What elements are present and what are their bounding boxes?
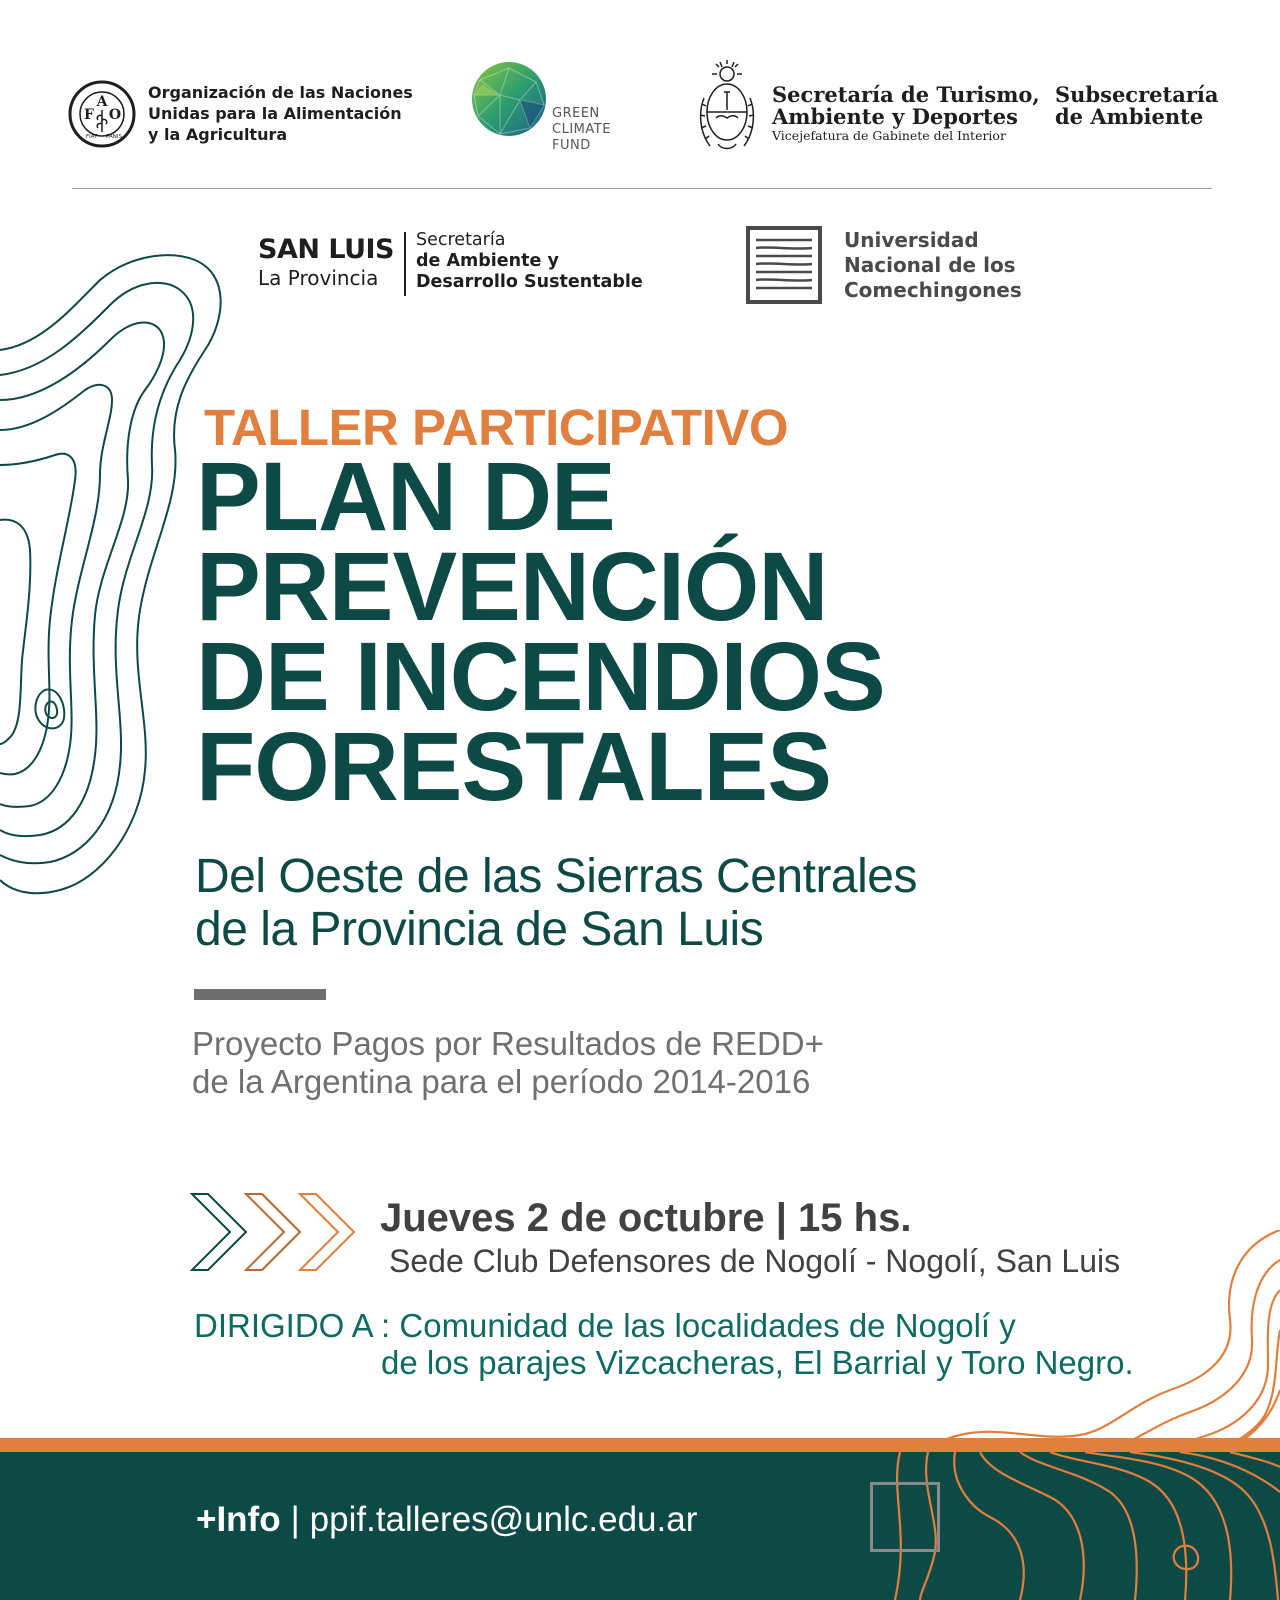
san-luis-name: SAN LUIS <box>258 234 394 265</box>
green-globe-icon <box>470 60 548 138</box>
event-title <box>196 442 885 821</box>
contact-email-link[interactable]: ppif.talleres@unlc.edu.ar <box>309 1500 698 1539</box>
header-divider <box>72 188 1212 189</box>
event-venue: Sede Club Defensores de Nogolí - Nogolí, San Luis <box>389 1243 1121 1279</box>
event-kicker: TALLER PARTICIPATIVO <box>204 399 789 456</box>
gcf-name-line: CLIMATE <box>552 122 611 137</box>
fao-name-line: Unidas para la Alimentación <box>148 104 402 123</box>
footer-accent-bar <box>0 1438 1280 1452</box>
unlc-name-line: Nacional de los <box>844 253 1016 277</box>
svg-text:O: O <box>108 107 122 123</box>
subsecretaria-line1: Subsecretaría <box>1055 82 1219 107</box>
footer-contour-decoration <box>880 1452 1280 1600</box>
svg-text:F: F <box>84 107 94 123</box>
event-title-line: FORESTALES <box>196 712 831 821</box>
subsecretaria-ambiente <box>1055 84 1218 128</box>
san-luis-divider <box>404 232 406 296</box>
triple-chevron-right-icon <box>190 1190 358 1274</box>
unlc-name-line: Comechingones <box>844 278 1022 302</box>
event-subtitle-line: de la Provincia de San Luis <box>195 903 764 956</box>
footer-info <box>196 1500 697 1540</box>
audience-line1: DIRIGIDO A : Comunidad de las localidades de Nogolí y <box>194 1307 1016 1344</box>
gcf-name <box>552 106 611 154</box>
project-line: Proyecto Pagos por Resultados de REDD+ <box>192 1025 824 1062</box>
san-luis-province: La Provincia <box>258 266 379 290</box>
subsecretaria-line2: de Ambiente <box>1055 104 1204 129</box>
secretaria-turismo-line3: Vicejefatura de Gabinete del Interior <box>772 128 1006 143</box>
footer-square-decoration <box>870 1482 940 1552</box>
event-date: Jueves 2 de octubre | 15 hs. <box>380 1196 912 1240</box>
section-divider <box>194 989 326 1000</box>
project-description <box>192 1025 824 1101</box>
event-title-line: PREVENCIÓN <box>196 532 828 641</box>
san-luis-secretaria-line: Desarrollo Sustentable <box>416 272 643 292</box>
secretaria-turismo <box>772 84 1040 144</box>
gcf-name-line: FUND <box>552 138 591 153</box>
san-luis-secretaria-line: de Ambiente y <box>416 251 559 271</box>
footer <box>0 1452 1280 1600</box>
unlc-name <box>844 228 1022 303</box>
info-separator: | <box>290 1500 300 1539</box>
secretaria-turismo-line2: Ambiente y Deportes <box>772 104 1018 129</box>
audience-line2: de los parajes Vizcacheras, El Barrial y Toro Negro. <box>381 1344 1134 1381</box>
project-line: de la Argentina para el período 2014-2016 <box>192 1063 811 1100</box>
event-subtitle-line: Del Oeste de las Sierras Centrales <box>195 850 917 903</box>
unlc-name-line: Universidad <box>844 228 979 252</box>
event-title-line: DE INCENDIOS <box>196 622 885 731</box>
gcf-name-line: GREEN <box>552 106 600 121</box>
fao-name-line: y la Agricultura <box>148 125 288 144</box>
argentina-coat-of-arms-icon <box>696 58 758 158</box>
san-luis-secretaria <box>416 230 643 293</box>
san-luis-secretaria-line: Secretaría <box>416 230 506 250</box>
svg-text:FIAT: FIAT <box>86 134 98 140</box>
unlc-stripes-icon <box>746 226 822 304</box>
fao-emblem-icon <box>68 80 136 148</box>
svg-text:A: A <box>96 94 108 110</box>
event-title-line: PLAN DE <box>196 442 615 551</box>
fao-name <box>148 82 413 145</box>
event-subtitle <box>195 850 917 956</box>
secretaria-turismo-line1: Secretaría de Turismo, <box>772 82 1040 107</box>
svg-text:PANIS: PANIS <box>106 134 122 140</box>
event-audience <box>194 1307 1134 1381</box>
info-label: +Info <box>196 1500 281 1539</box>
fao-name-line: Organización de las Naciones <box>148 83 413 102</box>
